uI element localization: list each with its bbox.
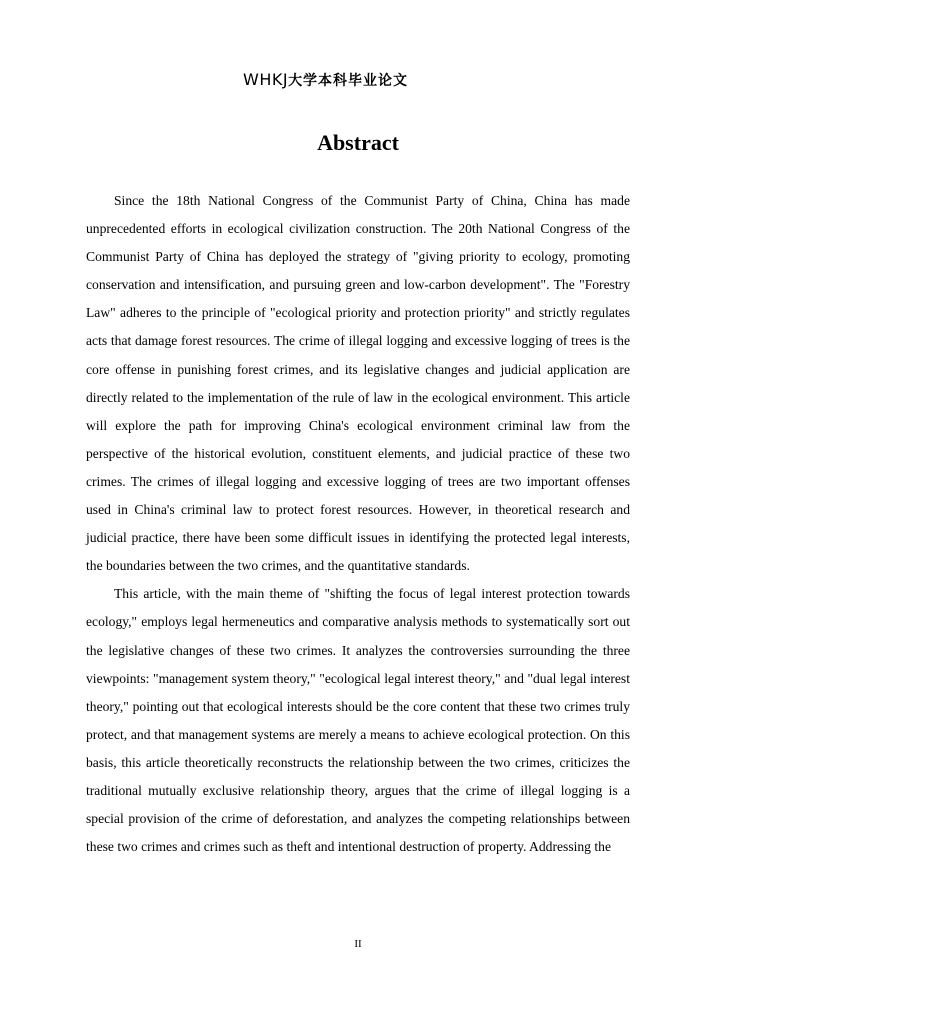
abstract-paragraph-2: This article, with the main theme of "shifting the focus of legal interest protection towards ecology," employs legal hermeneutics and comparative analysis methods to systematically sort out the legislative changes of these two crimes. It analyzes the controversies surrounding the three viewpoints: "management system theory," "ecological legal interest theory," and "dual legal interest theory," pointing out that ecological interests should be the core content that these two crimes truly protect, and that management systems are merely a means to achieve ecological protection. On this basis, this article theoretically reconstructs the relationship between the two crimes, criticizes the traditional mutually exclusive relationship theory, argues that the crime of illegal logging is a special provision of the crime of deforestation, and analyzes the competing relationships between these two crimes and crimes such as theft and intentional destruction of property. Addressing the xyxy=(86,586,630,855)
page-title: Abstract xyxy=(317,130,399,155)
page-number: II xyxy=(354,938,362,950)
header-university-thesis-label: 大学本科毕业论文 xyxy=(288,73,409,89)
header-code: WHKJ xyxy=(243,70,289,89)
abstract-paragraph-1: Since the 18th National Congress of the Communist Party of China, China has made unprecedented efforts in ecological civilization construction. The 20th National Congress of the Communist Party of China has deployed the strategy of "giving priority to ecology, promoting conservation and intensification, and pursuing green and low-carbon development". The "Forestry Law" adheres to the principle of "ecological priority and protection priority" and strictly regulates acts that damage forest resources. The crime of illegal logging and excessive logging of trees is the core offense in punishing forest crimes, and its legislative changes and judicial application are directly related to the implementation of the rule of law in the ecological environment. This article will explore the path for improving China's ecological environment criminal law from the perspective of the historical evolution, constituent elements, and judicial practice of these two crimes. The crimes of illegal logging and excessive logging of trees are two important offenses used in China's criminal law to protect forest resources. However, in theoretical research and judicial practice, there have been some difficult issues in identifying the protected legal interests, the boundaries between the two crimes, and the quantitative standards. xyxy=(86,193,630,574)
abstract-body xyxy=(86,187,630,861)
running-header xyxy=(243,70,408,90)
